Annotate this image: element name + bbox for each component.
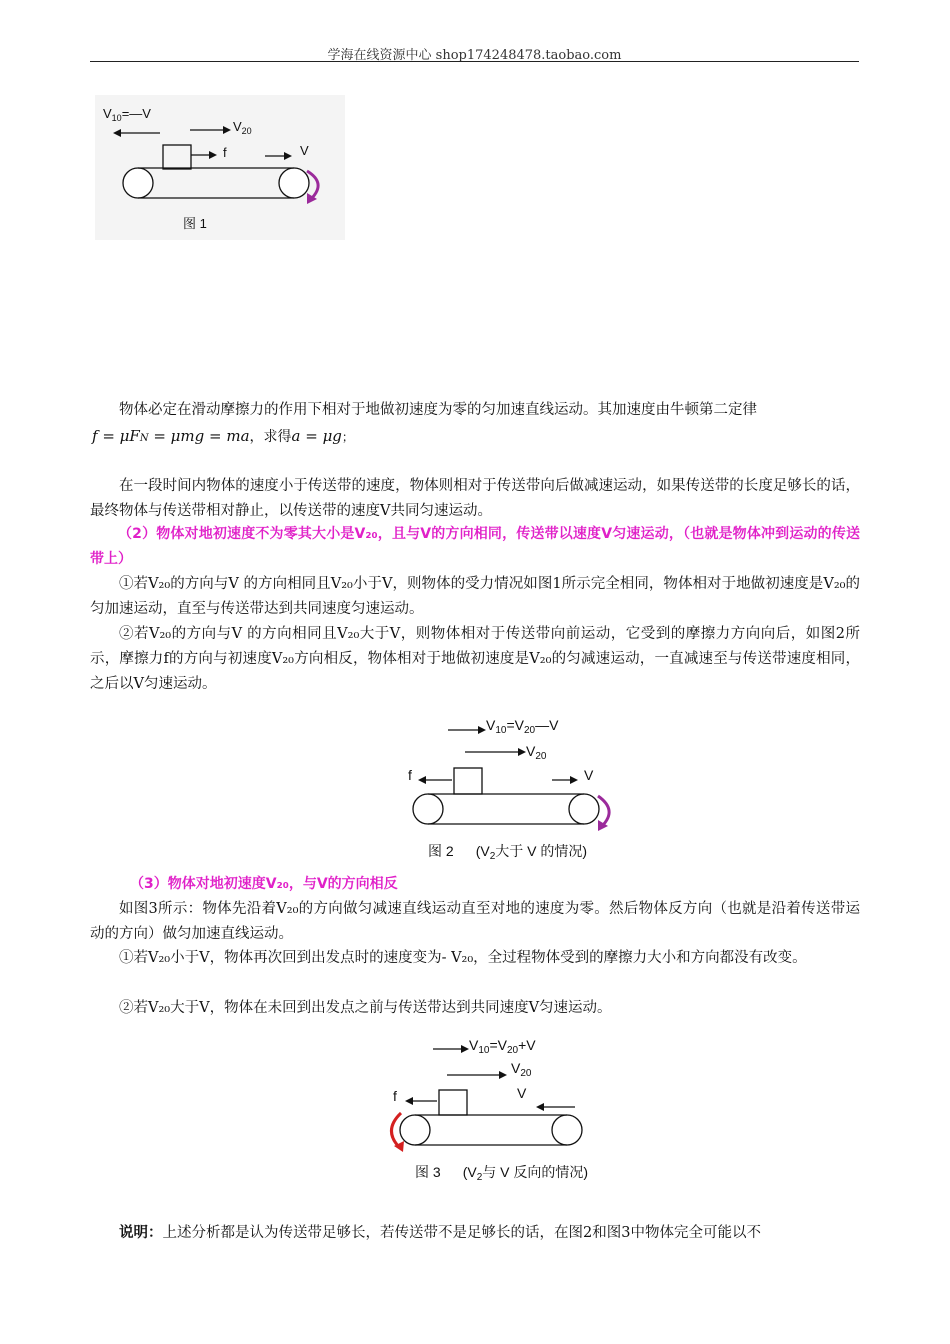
page-header: 学海在线资源中心 shop174248478.taobao.com — [327, 48, 622, 63]
figure-1 — [95, 95, 345, 240]
fig3-v-label: V — [517, 1085, 527, 1101]
fig3-v10-label: $V_{10}=V_{20}+V$ — [469, 1037, 536, 1056]
fig1-caption: 图 1 — [183, 216, 207, 231]
heading-3: （3）物体对地初速度V₂₀，与V的方向相反 — [130, 876, 398, 892]
fig1-right-roller — [279, 168, 309, 198]
note-text: 上述分析都是认为传送带足够长，若传送带不是足够长的话，在图2和图3中物体完全可能以不 — [162, 1225, 761, 1241]
note-label: 说明： — [119, 1224, 163, 1241]
fig2-v-label: V — [584, 767, 594, 783]
fig2-caption: 图 2 ($V_2$大于 V 的情况) — [428, 843, 588, 862]
para-6: ①若V₂₀小于V，物体再次回到出发点时的速度变为- V₂₀，全过程物体受到的摩擦力大小和方向都没有改变。 — [119, 950, 807, 966]
fig3-block — [439, 1090, 467, 1115]
fig2-f-label: f — [408, 767, 412, 783]
heading-2: （2）物体对地初速度不为零其大小是V₂₀，且与V的方向相同，传送带以速度V匀速运动，（也就是物体冲到运动的传送带上） — [90, 526, 860, 567]
fig2-v20-label: $V_{20}$ — [526, 743, 547, 762]
fig2-left-roller — [413, 794, 443, 824]
fig1-v10-label: $V_{10}=—V$ — [103, 106, 151, 123]
para-5: 如图3所示：物体先沿着V₂₀的方向做匀减速直线运动直至对地的速度为零。然后物体反方向（也就是沿着传送带运动的方向）做匀加速直线运动。 — [90, 901, 860, 942]
para-2: 在一段时间内物体的速度小于传送带的速度，物体则相对于传送带向后做减速运动，如果传送带的长度足够长的话，最终物体与传送带相对静止，以传送带的速度V共同匀速运动。 — [90, 478, 860, 519]
fig2-v10-label: $V_{10}=V_{20}—V$ — [486, 717, 559, 736]
para-4: ②若V₂₀的方向与V 的方向相同且V₂₀大于V，则物体相对于传送带向前运动，它受到的摩擦力方向向后，如图2所示，摩擦力f的方向与初速度V₂₀方向相反，物体相对于地做初速度是V₂₀的匀减速运动，一直减速至与传送带速度相同，之后以V匀速运动。 — [90, 626, 860, 692]
fig3-right-roller — [552, 1115, 582, 1145]
para-1: 物体必定在滑动摩擦力的作用下相对于地做初速度为零的匀加速直线运动。其加速度由牛顿第二定律 — [119, 402, 757, 418]
fig3-f-label: f — [393, 1088, 397, 1104]
formula: f = μFN = μmg = ma，求得a = μg； — [92, 427, 354, 445]
fig3-v20-label: $V_{20}$ — [511, 1060, 532, 1079]
fig3-caption: 图 3 ($V_2$与 V 反向的情况) — [415, 1164, 589, 1183]
fig1-f-label: f — [223, 145, 227, 160]
header-rule — [90, 61, 859, 62]
fig2-block — [454, 768, 482, 794]
fig1-v20-label: $V_{20}$ — [233, 119, 252, 136]
fig1-v-label: V — [300, 143, 309, 158]
figure-3 — [385, 1035, 645, 1190]
fig2-right-roller — [569, 794, 599, 824]
fig3-left-roller — [400, 1115, 430, 1145]
note-paragraph — [90, 1220, 860, 1246]
figure-2 — [400, 710, 640, 865]
para-7: ②若V₂₀大于V，物体在未回到出发点之前与传送带达到共同速度V匀速运动。 — [119, 1000, 612, 1016]
para-3: ①若V₂₀的方向与V 的方向相同且V₂₀小于V，则物体的受力情况如图1所示完全相同，物体相对于地做初速度是V₂₀的匀加速运动，直至与传送带达到共同速度匀速运动。 — [90, 576, 860, 617]
fig1-left-roller — [123, 168, 153, 198]
